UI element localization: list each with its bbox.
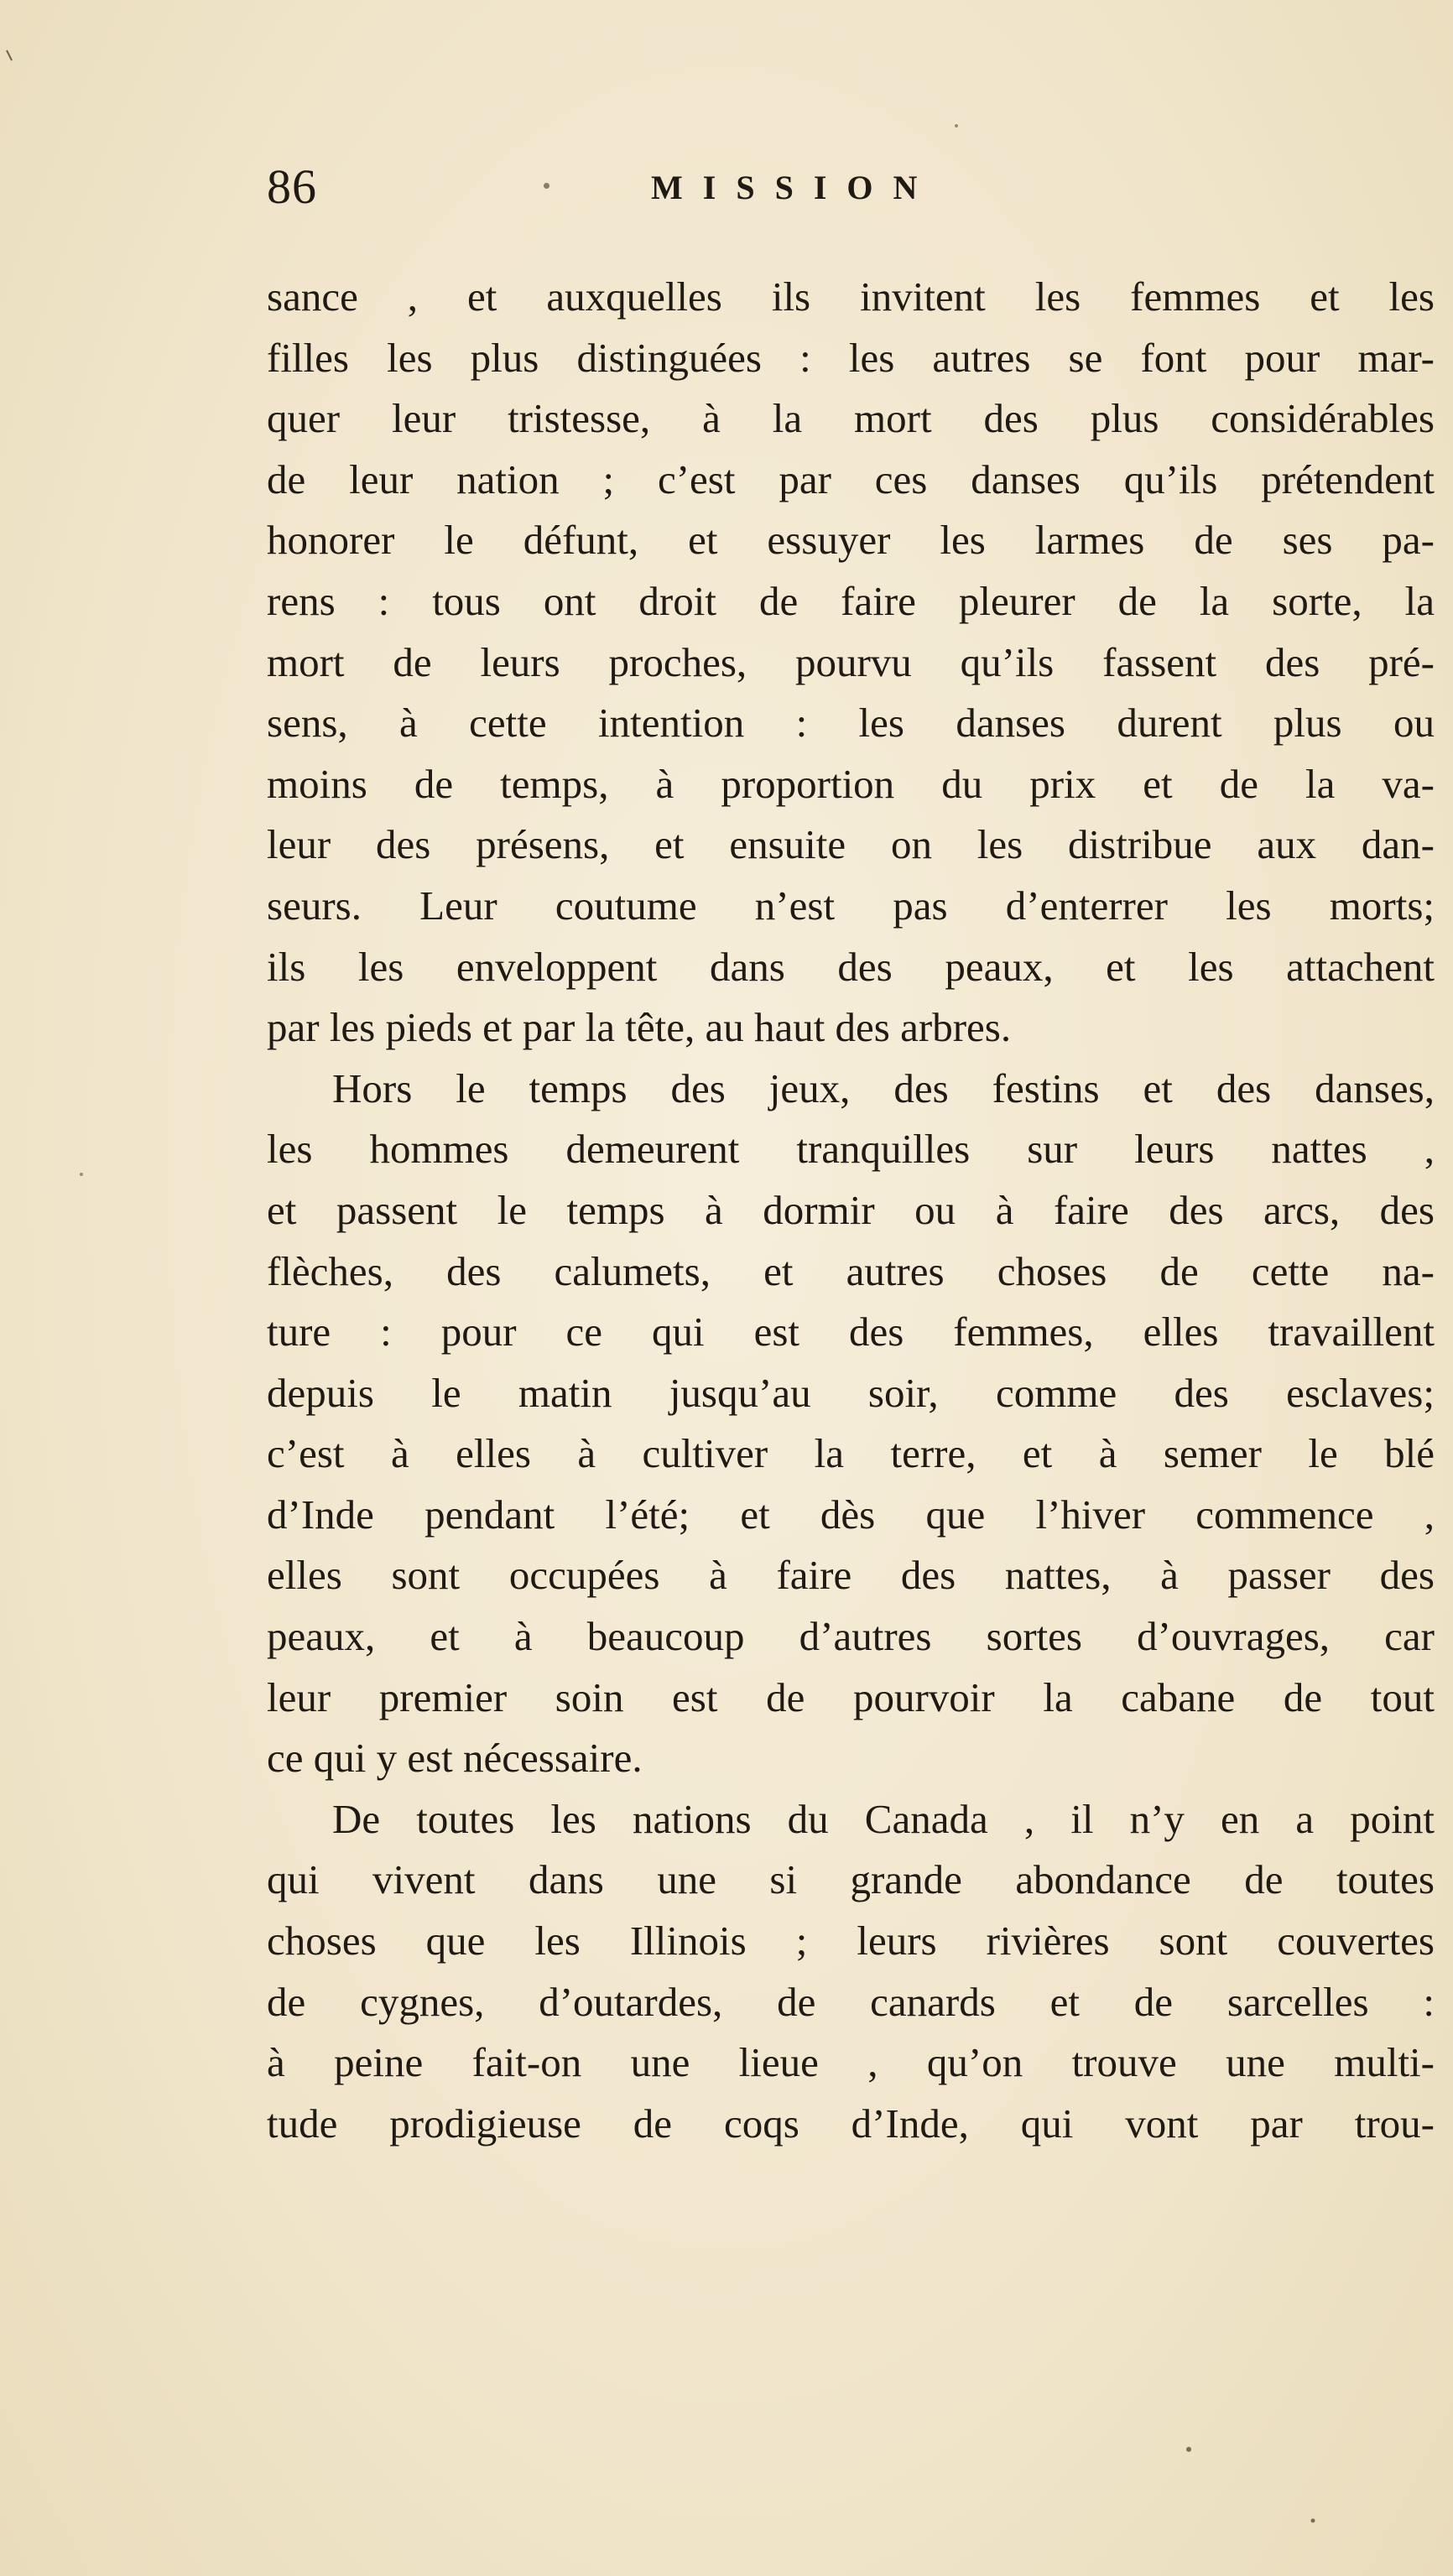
text-line: sens, à cette intention : les danses durent plus ou: [267, 700, 1435, 747]
text-line: leur des présens, et ensuite on les distribue aux dan-: [267, 821, 1435, 868]
body-text: [267, 267, 1435, 2154]
text-line: à peine fait-on une lieue , qu’on trouve une multi-: [267, 2039, 1435, 2086]
page-number: 86: [267, 159, 317, 214]
text-line: ture : pour ce qui est des femmes, elles travaillent: [267, 1309, 1435, 1356]
text-line: quer leur tristesse, à la mort des plus considérables: [267, 395, 1435, 442]
running-head: [267, 158, 1435, 216]
running-title: MISSION: [651, 169, 938, 206]
speck: [955, 124, 958, 127]
paragraph-end-line: par les pieds et par la tête, au haut des arbres.: [267, 1004, 1012, 1051]
text-line: les hommes demeurent tranquilles sur leurs nattes ,: [267, 1126, 1435, 1173]
text-line: qui vivent dans une si grande abondance de toutes: [267, 1856, 1435, 1903]
text-line: ils les enveloppent dans des peaux, et les attachent: [267, 943, 1435, 990]
speck: [1186, 2447, 1191, 2452]
ornament-dot: [544, 183, 549, 189]
text-line: depuis le matin jusqu’au soir, comme des esclaves;: [267, 1369, 1435, 1416]
text-line: de cygnes, d’outardes, de canards et de sarcelles :: [267, 1978, 1435, 2025]
paragraph-start-line: Hors le temps des jeux, des festins et des danses,: [332, 1064, 1435, 1111]
speck: [80, 1173, 83, 1176]
text-line: choses que les Illinois ; leurs rivières sont couvertes: [267, 1918, 1435, 1965]
text-line: mort de leurs proches, pourvu qu’ils fassent des pré-: [267, 638, 1435, 685]
paragraph-end-line: ce qui y est nécessaire.: [267, 1735, 643, 1782]
edge-mark: [7, 50, 12, 60]
paragraph-start-line: De toutes les nations du Canada , il n’y en a point: [332, 1795, 1435, 1842]
text-line: seurs. Leur coutume n’est pas d’enterrer les morts;: [267, 882, 1435, 929]
text-line: peaux, et à beaucoup d’autres sortes d’ouvrages, car: [267, 1613, 1435, 1660]
text-line: leur premier soin est de pourvoir la cabane de tout: [267, 1673, 1435, 1720]
speck: [1311, 2519, 1315, 2523]
text-line: rens : tous ont droit de faire pleurer de la sorte, la: [267, 577, 1435, 624]
text-line: sance , et auxquelles ils invitent les femmes et les: [267, 273, 1435, 320]
text-line: flèches, des calumets, et autres choses de cette na-: [267, 1247, 1435, 1294]
text-line: d’Inde pendant l’été; et dès que l’hiver commence ,: [267, 1491, 1435, 1538]
text-line: tude prodigieuse de coqs d’Inde, qui vont par trou-: [267, 2100, 1435, 2147]
text-line: honorer le défunt, et essuyer les larmes de ses pa-: [267, 517, 1435, 564]
text-line: elles sont occupées à faire des nattes, à passer des: [267, 1552, 1435, 1599]
text-line: filles les plus distinguées : les autres se font pour mar-: [267, 334, 1435, 381]
text-line: moins de temps, à proportion du prix et de la va-: [267, 760, 1435, 807]
text-line: et passent le temps à dormir ou à faire des arcs, des: [267, 1186, 1435, 1233]
text-line: c’est à elles à cultiver la terre, et à semer le blé: [267, 1430, 1435, 1477]
text-line: de leur nation ; c’est par ces danses qu’ils prétendent: [267, 455, 1435, 502]
